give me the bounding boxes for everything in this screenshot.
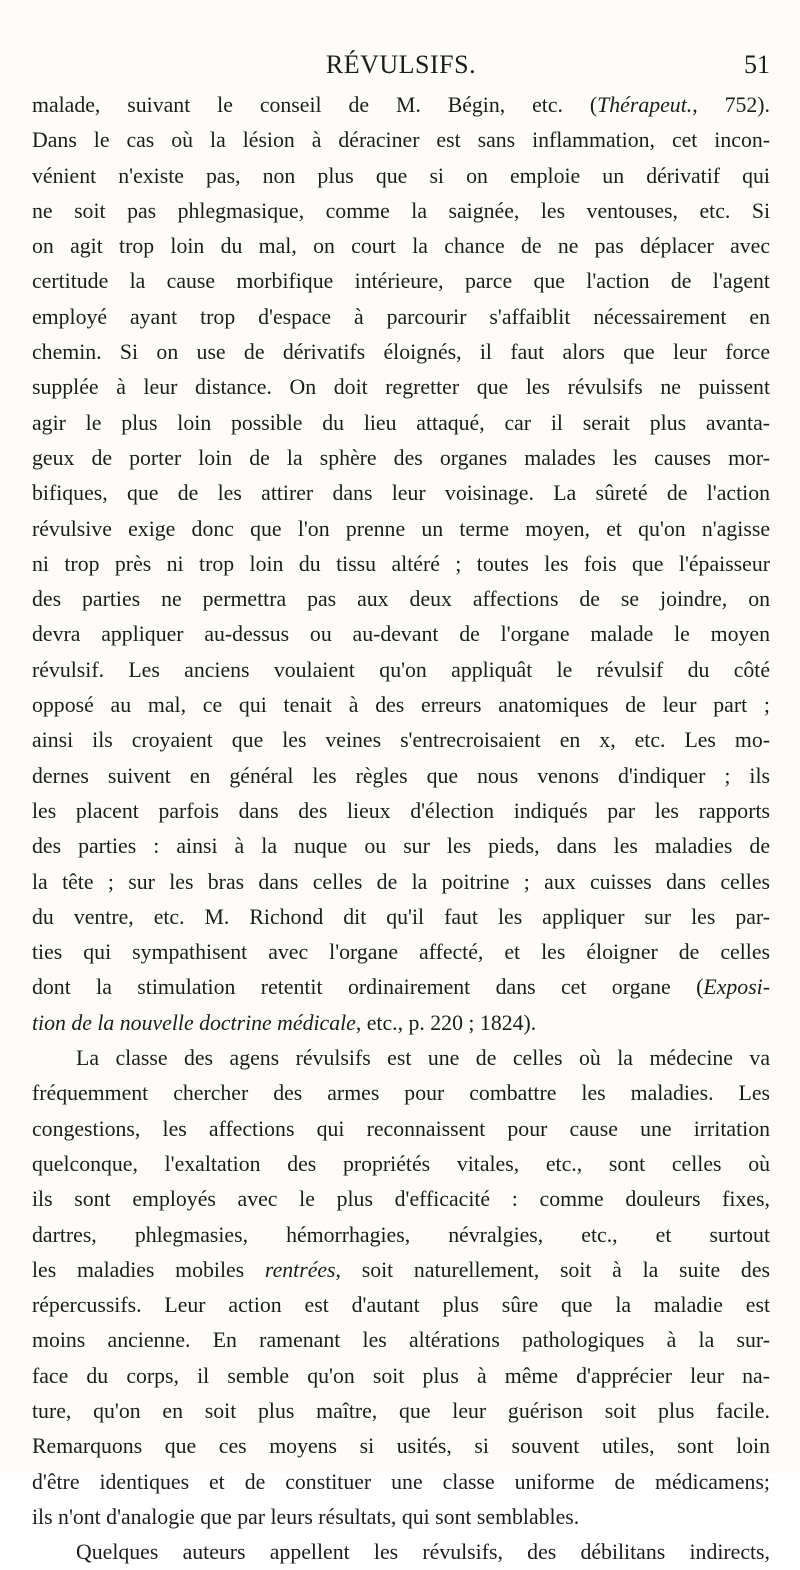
- italic-text: Exposi-: [703, 975, 770, 1000]
- text-line: [32, 1041, 770, 1076]
- text-segment: la tête ; sur les bras dans celles de la poitrine ; aux cuisses dans celles: [32, 869, 770, 894]
- text-segment: les maladies mobiles: [32, 1257, 265, 1282]
- text-line: [32, 1465, 770, 1500]
- text-segment: dont la stimulation retentit ordinairement dans cet organe (: [32, 975, 704, 1000]
- text-line: [32, 1323, 770, 1358]
- text-line: [32, 229, 770, 264]
- text-line: [32, 194, 770, 229]
- text-segment: congestions, les affections qui reconnaissent pour cause une irritation: [32, 1116, 770, 1141]
- text-line: [32, 794, 770, 829]
- text-line: [32, 723, 770, 758]
- text-segment: on agit trop loin du mal, on court la chance de ne pas déplacer avec: [32, 234, 770, 259]
- text-line: [32, 1288, 770, 1323]
- text-segment: Quelques auteurs appellent les révulsifs, des débilitans indirects,: [76, 1540, 770, 1565]
- text-line: [32, 582, 770, 617]
- text-line: [32, 406, 770, 441]
- text-line: [32, 335, 770, 370]
- text-segment: révulsif. Les anciens voulaient qu'on appliquât le révulsif du côté: [32, 657, 770, 682]
- text-segment: des parties ne permettra pas aux deux affections de se joindre, on: [32, 587, 770, 612]
- text-segment: vénient n'existe pas, non plus que si on emploie un dérivatif qui: [32, 163, 770, 188]
- text-segment: du ventre, etc. M. Richond dit qu'il faut les appliquer sur les par-: [32, 904, 770, 929]
- text-line: [32, 1182, 770, 1217]
- text-segment: moins ancienne. En ramenant les altérations pathologiques à la sur-: [32, 1328, 770, 1353]
- text-segment: révulsive exige donc que l'on prenne un terme moyen, et qu'on n'agisse: [32, 516, 770, 541]
- text-line: [32, 970, 770, 1005]
- italic-text: tion de la nouvelle doctrine médicale: [32, 1010, 356, 1035]
- text-line: [32, 476, 770, 511]
- text-line: [32, 1429, 770, 1464]
- text-segment: dernes suivent en général les règles que nous venons d'indiquer ; ils: [32, 763, 770, 788]
- text-line: [32, 1394, 770, 1429]
- text-line: [32, 829, 770, 864]
- text-line: [32, 1500, 770, 1535]
- running-title: RÉVULSIFS.: [325, 50, 477, 79]
- text-segment: fréquemment chercher des armes pour combattre les maladies. Les: [32, 1081, 770, 1106]
- text-line: [32, 1253, 770, 1288]
- text-line: [32, 1535, 770, 1570]
- text-segment: dartres, phlegmasies, hémorrhagies, névralgies, etc., et surtout: [32, 1222, 770, 1247]
- text-line: [32, 759, 770, 794]
- text-segment: certitude la cause morbifique intérieure, parce que l'action de l'agent: [32, 269, 770, 294]
- text-segment: employé ayant trop d'espace à parcourir s'affaiblit nécessairement en: [32, 304, 770, 329]
- page-header: [32, 50, 770, 90]
- text-line: [32, 441, 770, 476]
- text-segment: des parties : ainsi à la nuque ou sur les pieds, dans les maladies de: [32, 834, 770, 859]
- text-segment: ne soit pas phlegmasique, comme la saignée, les ventouses, etc. Si: [32, 198, 770, 223]
- italic-text: Thérapeut.: [597, 93, 693, 117]
- text-segment: malade, suivant le conseil de M. Bégin, etc. (: [32, 93, 598, 117]
- text-line: [32, 264, 770, 299]
- text-segment: , soit naturellement, soit à la suite des: [335, 1257, 770, 1282]
- text-line: [32, 935, 770, 970]
- text-line: [32, 865, 770, 900]
- text-line: [32, 1006, 770, 1041]
- text-line: [32, 1076, 770, 1111]
- text-segment: ties qui sympathisent avec l'organe affecté, et les éloigner de celles: [32, 940, 770, 965]
- text-segment: opposé au mal, ce qui tenait à des erreurs anatomiques de leur part ;: [32, 693, 770, 718]
- text-segment: d'être identiques et de constituer une classe uniforme de médicamens;: [32, 1469, 770, 1494]
- text-line: [32, 900, 770, 935]
- text-segment: ture, qu'on en soit plus maître, que leur guérison soit plus facile.: [32, 1398, 770, 1423]
- text-segment: quelconque, l'exaltation des propriétés vitales, etc., sont celles où: [32, 1151, 770, 1176]
- text-segment: Remarquons que ces moyens si usités, si souvent utiles, sont loin: [32, 1434, 770, 1459]
- text-line: [32, 1147, 770, 1182]
- text-segment: ils n'ont d'analogie que par leurs résultats, qui sont semblables.: [32, 1504, 580, 1529]
- text-line: [32, 512, 770, 547]
- text-line: [32, 547, 770, 582]
- text-line: [32, 688, 770, 723]
- text-line: [32, 653, 770, 688]
- text-line: [32, 1112, 770, 1147]
- text-line: [32, 370, 770, 405]
- text-segment: ainsi ils croyaient que les veines s'entrecroisaient en x, etc. Les mo-: [32, 728, 770, 753]
- text-segment: La classe des agens révulsifs est une de celles où la médecine va: [76, 1046, 770, 1071]
- text-segment: répercussifs. Leur action est d'autant plus sûre que la maladie est: [32, 1293, 770, 1318]
- text-line: [32, 159, 770, 194]
- text-line: [32, 123, 770, 158]
- text-segment: ni trop près ni trop loin du tissu altéré ; toutes les fois que l'épaisseur: [32, 551, 770, 576]
- italic-text: rentrées: [264, 1257, 336, 1282]
- text-segment: , etc., p. 220 ; 1824).: [355, 1010, 537, 1035]
- text-segment: ils sont employés avec le plus d'efficacité : comme douleurs fixes,: [32, 1187, 770, 1212]
- body-text: [32, 88, 770, 1570]
- page-number: 51: [744, 50, 770, 79]
- text-segment: , 752).: [692, 93, 770, 117]
- text-line: [32, 300, 770, 335]
- text-segment: Dans le cas où la lésion à déraciner est sans inflammation, cet incon-: [32, 128, 770, 153]
- text-segment: devra appliquer au-dessus ou au-devant de l'organe malade le moyen: [32, 622, 770, 647]
- text-line: [32, 88, 770, 123]
- text-segment: face du corps, il semble qu'on soit plus à même d'apprécier leur na-: [32, 1363, 770, 1388]
- text-line: [32, 1218, 770, 1253]
- text-segment: supplée à leur distance. On doit regretter que les révulsifs ne puissent: [32, 375, 770, 400]
- text-line: [32, 1359, 770, 1394]
- text-line: [32, 617, 770, 652]
- text-segment: agir le plus loin possible du lieu attaqué, car il serait plus avanta-: [32, 410, 770, 435]
- text-segment: geux de porter loin de la sphère des organes malades les causes mor-: [32, 445, 770, 470]
- text-segment: les placent parfois dans des lieux d'élection indiqués par les rapports: [32, 798, 770, 823]
- text-segment: chemin. Si on use de dérivatifs éloignés, il faut alors que leur force: [32, 340, 770, 365]
- text-segment: bifiques, que de les attirer dans leur voisinage. La sûreté de l'action: [32, 481, 770, 506]
